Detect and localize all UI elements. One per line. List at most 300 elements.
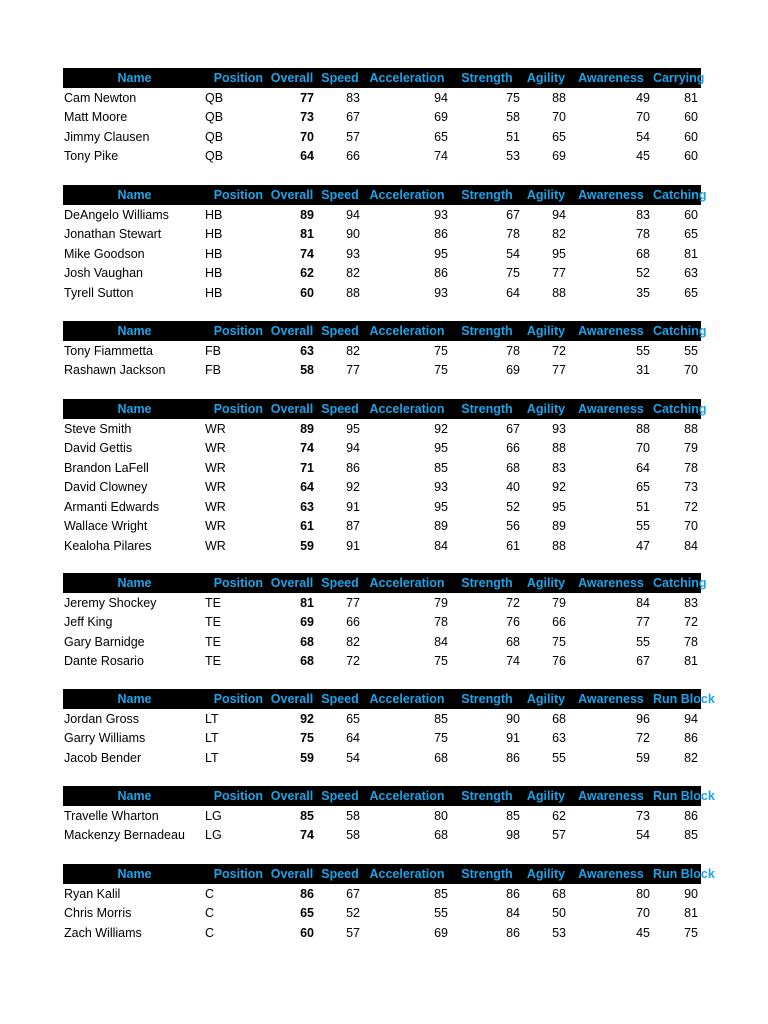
table-row — [63, 458, 701, 478]
rating-cell: 60 — [684, 149, 698, 164]
rating-cell: 59 — [300, 750, 314, 765]
column-header: Acceleration — [369, 692, 445, 706]
table-header — [63, 689, 715, 709]
ratings-table — [63, 573, 707, 671]
table-row — [63, 225, 701, 245]
player-name: Rashawn Jackson — [64, 363, 166, 378]
table-row — [63, 517, 701, 537]
rating-cell: 75 — [552, 634, 566, 649]
table-header — [63, 786, 715, 806]
rating-cell: 45 — [636, 149, 650, 164]
rating-cell: 89 — [552, 519, 566, 534]
rating-cell: 70 — [636, 110, 650, 125]
rating-cell: 60 — [684, 110, 698, 125]
ratings-table — [63, 68, 705, 166]
player-name: Travelle Wharton — [64, 808, 159, 823]
rating-cell: 60 — [300, 925, 314, 940]
column-header: Overall — [270, 402, 314, 416]
table-row — [63, 205, 701, 225]
rating-cell: 77 — [636, 615, 650, 630]
rating-cell: 53 — [552, 925, 566, 940]
rating-cell: 63 — [684, 266, 698, 281]
rating-cell: 55 — [636, 519, 650, 534]
player-name: Jordan Gross — [64, 711, 140, 726]
rating-cell: 47 — [636, 538, 650, 553]
rating-cell: 75 — [434, 343, 448, 358]
rating-cell: 67 — [506, 207, 520, 222]
rating-cell: 87 — [346, 519, 360, 534]
rating-cell: 89 — [300, 207, 314, 222]
rating-cell: 66 — [552, 615, 566, 630]
rating-cell: 92 — [346, 480, 360, 495]
column-header: Speed — [321, 324, 359, 338]
rating-cell: 73 — [300, 110, 314, 125]
table-row — [63, 419, 701, 439]
player-position: HB — [205, 285, 223, 300]
ratings-table — [63, 689, 715, 768]
player-name: Cam Newton — [64, 90, 137, 105]
rating-cell: 75 — [434, 654, 448, 669]
rating-cell: 68 — [552, 711, 566, 726]
rating-cell: 45 — [636, 925, 650, 940]
column-header: Acceleration — [369, 324, 445, 338]
column-header: Speed — [321, 867, 359, 881]
rating-cell: 94 — [552, 207, 566, 222]
rating-cell: 68 — [300, 634, 314, 649]
column-header: Name — [117, 71, 152, 85]
table-header — [63, 573, 707, 593]
player-name: Ryan Kalil — [64, 886, 121, 901]
column-header: Position — [213, 576, 263, 590]
column-header: Position — [213, 71, 263, 85]
column-header: Acceleration — [369, 402, 445, 416]
rating-cell: 86 — [346, 460, 360, 475]
rating-cell: 62 — [300, 266, 314, 281]
rating-cell: 65 — [636, 480, 650, 495]
rating-cell: 93 — [434, 207, 448, 222]
rating-cell: 88 — [552, 90, 566, 105]
rating-cell: 52 — [346, 906, 360, 921]
column-header: Strength — [461, 867, 513, 881]
rating-cell: 67 — [506, 421, 520, 436]
player-position: FB — [205, 363, 221, 378]
player-name: Armanti Edwards — [64, 499, 160, 514]
column-header: Name — [117, 324, 152, 338]
rating-cell: 81 — [300, 595, 314, 610]
rating-cell: 79 — [684, 441, 698, 456]
rating-cell: 75 — [434, 363, 448, 378]
column-header: Acceleration — [369, 867, 445, 881]
column-header: Speed — [321, 692, 359, 706]
rating-cell: 75 — [434, 731, 448, 746]
column-header: Agility — [526, 867, 566, 881]
rating-cell: 81 — [684, 90, 698, 105]
column-header: Overall — [270, 71, 314, 85]
column-header: Name — [117, 867, 152, 881]
rating-cell: 84 — [636, 595, 650, 610]
rating-cell: 70 — [636, 441, 650, 456]
rating-cell: 82 — [346, 266, 360, 281]
rating-cell: 58 — [506, 110, 520, 125]
column-header: Acceleration — [369, 789, 445, 803]
column-header: Strength — [461, 692, 513, 706]
column-header: Name — [117, 789, 152, 803]
table-row — [63, 439, 701, 459]
column-header: Strength — [461, 71, 513, 85]
player-name: Mackenzy Bernadeau — [64, 828, 185, 843]
player-name: Jimmy Clausen — [64, 129, 150, 144]
rating-cell: 93 — [434, 285, 448, 300]
table-row — [63, 497, 701, 517]
rating-cell: 69 — [434, 110, 448, 125]
rating-cell: 95 — [552, 246, 566, 261]
player-name: DeAngelo Williams — [64, 207, 169, 222]
player-name: David Clowney — [64, 480, 148, 495]
column-header: Strength — [461, 402, 513, 416]
player-position: WR — [205, 460, 226, 475]
player-position: C — [205, 906, 215, 921]
rating-cell: 93 — [346, 246, 360, 261]
rating-cell: 95 — [434, 441, 448, 456]
rating-cell: 74 — [300, 828, 314, 843]
player-position: QB — [205, 149, 224, 164]
player-name: Tony Pike — [64, 149, 119, 164]
table-row — [63, 88, 701, 108]
column-header: Position — [213, 402, 263, 416]
column-header: Position — [213, 867, 263, 881]
column-header: Speed — [321, 188, 359, 202]
rating-cell: 69 — [434, 925, 448, 940]
player-position: QB — [205, 129, 224, 144]
player-name: Chris Morris — [64, 906, 132, 921]
rating-cell: 72 — [684, 499, 698, 514]
column-header: Overall — [270, 692, 314, 706]
rating-cell: 70 — [684, 363, 698, 378]
player-position: LT — [205, 750, 219, 765]
column-header: Awareness — [578, 188, 644, 202]
player-name: Jonathan Stewart — [64, 227, 162, 242]
ratings-table — [63, 864, 715, 943]
rating-cell: 70 — [300, 129, 314, 144]
column-header: Catching — [653, 324, 707, 338]
column-header: Overall — [270, 324, 314, 338]
rating-cell: 78 — [506, 227, 520, 242]
rating-cell: 90 — [684, 886, 698, 901]
rating-cell: 52 — [506, 499, 520, 514]
rating-cell: 91 — [506, 731, 520, 746]
rating-cell: 83 — [684, 595, 698, 610]
rating-cell: 80 — [636, 886, 650, 901]
rating-cell: 66 — [346, 149, 360, 164]
column-header: Awareness — [578, 692, 644, 706]
column-header: Strength — [461, 789, 513, 803]
rating-cell: 83 — [636, 207, 650, 222]
rating-cell: 63 — [300, 499, 314, 514]
rating-cell: 86 — [506, 886, 520, 901]
column-header: Speed — [321, 71, 359, 85]
column-header: Speed — [321, 576, 359, 590]
rating-cell: 68 — [434, 750, 448, 765]
table-row — [63, 904, 701, 924]
rating-cell: 49 — [636, 90, 650, 105]
table-row — [63, 806, 701, 826]
rating-cell: 55 — [636, 343, 650, 358]
table-row — [63, 478, 701, 498]
rating-cell: 54 — [506, 246, 520, 261]
rating-cell: 69 — [552, 149, 566, 164]
player-position: WR — [205, 421, 226, 436]
rating-cell: 68 — [552, 886, 566, 901]
rating-cell: 65 — [684, 285, 698, 300]
rating-cell: 72 — [684, 615, 698, 630]
rating-cell: 67 — [346, 886, 360, 901]
column-header: Acceleration — [369, 576, 445, 590]
column-header: Speed — [321, 402, 359, 416]
rating-cell: 68 — [300, 654, 314, 669]
rating-cell: 98 — [506, 828, 520, 843]
player-name: Jeremy Shockey — [64, 595, 157, 610]
rating-cell: 94 — [346, 207, 360, 222]
player-position: LG — [205, 828, 222, 843]
rating-cell: 94 — [684, 711, 698, 726]
table-header — [63, 399, 707, 419]
rating-cell: 68 — [434, 828, 448, 843]
table-row — [63, 283, 701, 303]
rating-cell: 84 — [506, 906, 520, 921]
rating-cell: 64 — [506, 285, 520, 300]
rating-cell: 50 — [552, 906, 566, 921]
player-position: WR — [205, 480, 226, 495]
player-position: QB — [205, 90, 224, 105]
rating-cell: 94 — [434, 90, 448, 105]
table-row — [63, 341, 701, 361]
rating-cell: 70 — [636, 906, 650, 921]
rating-cell: 78 — [684, 460, 698, 475]
rating-cell: 79 — [434, 595, 448, 610]
rating-cell: 51 — [506, 129, 520, 144]
player-position: C — [205, 886, 215, 901]
rating-cell: 96 — [636, 711, 650, 726]
column-header: Acceleration — [369, 71, 445, 85]
rating-cell: 88 — [552, 538, 566, 553]
rating-cell: 86 — [684, 808, 698, 823]
player-name: Steve Smith — [64, 421, 132, 436]
column-header: Awareness — [578, 71, 644, 85]
ratings-table — [63, 399, 707, 556]
rating-cell: 85 — [300, 808, 314, 823]
table-row — [63, 536, 701, 556]
rating-cell: 63 — [552, 731, 566, 746]
rating-cell: 55 — [636, 634, 650, 649]
column-header: Agility — [526, 692, 566, 706]
rating-cell: 84 — [684, 538, 698, 553]
rating-cell: 85 — [684, 828, 698, 843]
rating-cell: 73 — [684, 480, 698, 495]
table-row — [63, 613, 701, 633]
rating-cell: 68 — [506, 634, 520, 649]
player-position: C — [205, 925, 215, 940]
rating-cell: 89 — [434, 519, 448, 534]
rating-cell: 52 — [636, 266, 650, 281]
player-name: Matt Moore — [64, 110, 128, 125]
column-header: Agility — [526, 576, 566, 590]
rating-cell: 76 — [506, 615, 520, 630]
rating-cell: 86 — [506, 750, 520, 765]
rating-cell: 74 — [506, 654, 520, 669]
column-header: Awareness — [578, 867, 644, 881]
rating-cell: 65 — [684, 227, 698, 242]
rating-cell: 67 — [346, 110, 360, 125]
column-header: Position — [213, 324, 263, 338]
table-row — [63, 593, 701, 613]
table-row — [63, 884, 701, 904]
rating-cell: 72 — [346, 654, 360, 669]
rating-cell: 70 — [552, 110, 566, 125]
rating-cell: 95 — [434, 246, 448, 261]
rating-cell: 64 — [636, 460, 650, 475]
rating-cell: 88 — [552, 285, 566, 300]
rating-cell: 74 — [434, 149, 448, 164]
rating-cell: 72 — [636, 731, 650, 746]
rating-cell: 84 — [434, 538, 448, 553]
rating-cell: 57 — [552, 828, 566, 843]
player-position: LT — [205, 711, 219, 726]
rating-cell: 85 — [434, 886, 448, 901]
player-name: Josh Vaughan — [64, 266, 143, 281]
rating-cell: 69 — [506, 363, 520, 378]
column-header: Agility — [526, 188, 566, 202]
rating-cell: 92 — [434, 421, 448, 436]
rating-cell: 90 — [506, 711, 520, 726]
rating-cell: 91 — [346, 538, 360, 553]
rating-cell: 61 — [506, 538, 520, 553]
player-position: WR — [205, 499, 226, 514]
rating-cell: 64 — [346, 731, 360, 746]
column-header: Agility — [526, 789, 566, 803]
rating-cell: 64 — [300, 480, 314, 495]
rating-cell: 93 — [434, 480, 448, 495]
column-header: Carrying — [653, 71, 705, 85]
player-position: WR — [205, 538, 226, 553]
column-header: Agility — [526, 402, 566, 416]
rating-cell: 81 — [684, 654, 698, 669]
rating-cell: 70 — [684, 519, 698, 534]
rating-cell: 31 — [636, 363, 650, 378]
rating-cell: 75 — [506, 266, 520, 281]
rating-cell: 64 — [300, 149, 314, 164]
rating-cell: 59 — [300, 538, 314, 553]
rating-cell: 57 — [346, 925, 360, 940]
rating-cell: 92 — [300, 711, 314, 726]
table-header — [63, 185, 707, 205]
rating-cell: 82 — [684, 750, 698, 765]
rating-cell: 67 — [636, 654, 650, 669]
player-name: Kealoha Pilares — [64, 538, 152, 553]
rating-cell: 68 — [506, 460, 520, 475]
rating-cell: 35 — [636, 285, 650, 300]
player-position: TE — [205, 615, 221, 630]
rating-cell: 54 — [636, 828, 650, 843]
rating-cell: 94 — [346, 441, 360, 456]
rating-cell: 73 — [636, 808, 650, 823]
player-name: David Gettis — [64, 441, 133, 456]
rating-cell: 72 — [552, 343, 566, 358]
player-position: FB — [205, 343, 221, 358]
table-row — [63, 729, 701, 749]
column-header: Overall — [270, 867, 314, 881]
rating-cell: 85 — [434, 460, 448, 475]
player-position: TE — [205, 595, 221, 610]
rating-cell: 77 — [552, 363, 566, 378]
column-header: Acceleration — [369, 188, 445, 202]
rating-cell: 58 — [346, 808, 360, 823]
rating-cell: 86 — [434, 227, 448, 242]
rating-cell: 63 — [300, 343, 314, 358]
column-header: Run Block — [653, 867, 715, 881]
player-position: HB — [205, 266, 223, 281]
rating-cell: 86 — [434, 266, 448, 281]
player-name: Gary Barnidge — [64, 634, 145, 649]
rating-cell: 86 — [684, 731, 698, 746]
table-header — [63, 864, 715, 884]
player-position: LT — [205, 731, 219, 746]
rating-cell: 78 — [434, 615, 448, 630]
rating-cell: 95 — [552, 499, 566, 514]
player-position: QB — [205, 110, 224, 125]
rating-cell: 82 — [346, 634, 360, 649]
rating-cell: 55 — [684, 343, 698, 358]
rating-cell: 57 — [346, 129, 360, 144]
column-header: Strength — [461, 576, 513, 590]
rating-cell: 75 — [684, 925, 698, 940]
table-header — [63, 68, 705, 88]
column-header: Catching — [653, 188, 707, 202]
rating-cell: 55 — [434, 906, 448, 921]
rating-cell: 79 — [552, 595, 566, 610]
table-row — [63, 244, 701, 264]
rating-cell: 56 — [506, 519, 520, 534]
table-row — [63, 923, 701, 943]
rating-cell: 55 — [552, 750, 566, 765]
player-position: HB — [205, 246, 223, 261]
rating-cell: 78 — [506, 343, 520, 358]
column-header: Strength — [461, 188, 513, 202]
player-name: Brandon LaFell — [64, 460, 149, 475]
rating-cell: 86 — [506, 925, 520, 940]
rating-cell: 72 — [506, 595, 520, 610]
rating-cell: 61 — [300, 519, 314, 534]
rating-cell: 88 — [552, 441, 566, 456]
player-position: TE — [205, 654, 221, 669]
rating-cell: 53 — [506, 149, 520, 164]
column-header: Name — [117, 402, 152, 416]
column-header: Agility — [526, 71, 566, 85]
rating-cell: 85 — [506, 808, 520, 823]
rating-cell: 81 — [300, 227, 314, 242]
rating-cell: 95 — [346, 421, 360, 436]
rating-cell: 83 — [552, 460, 566, 475]
column-header: Awareness — [578, 789, 644, 803]
player-position: TE — [205, 634, 221, 649]
rating-cell: 59 — [636, 750, 650, 765]
column-header: Name — [117, 188, 152, 202]
rating-cell: 60 — [684, 207, 698, 222]
column-header: Catching — [653, 402, 707, 416]
column-header: Agility — [526, 324, 566, 338]
rating-cell: 88 — [346, 285, 360, 300]
rating-cell: 77 — [346, 595, 360, 610]
rating-cell: 86 — [300, 886, 314, 901]
